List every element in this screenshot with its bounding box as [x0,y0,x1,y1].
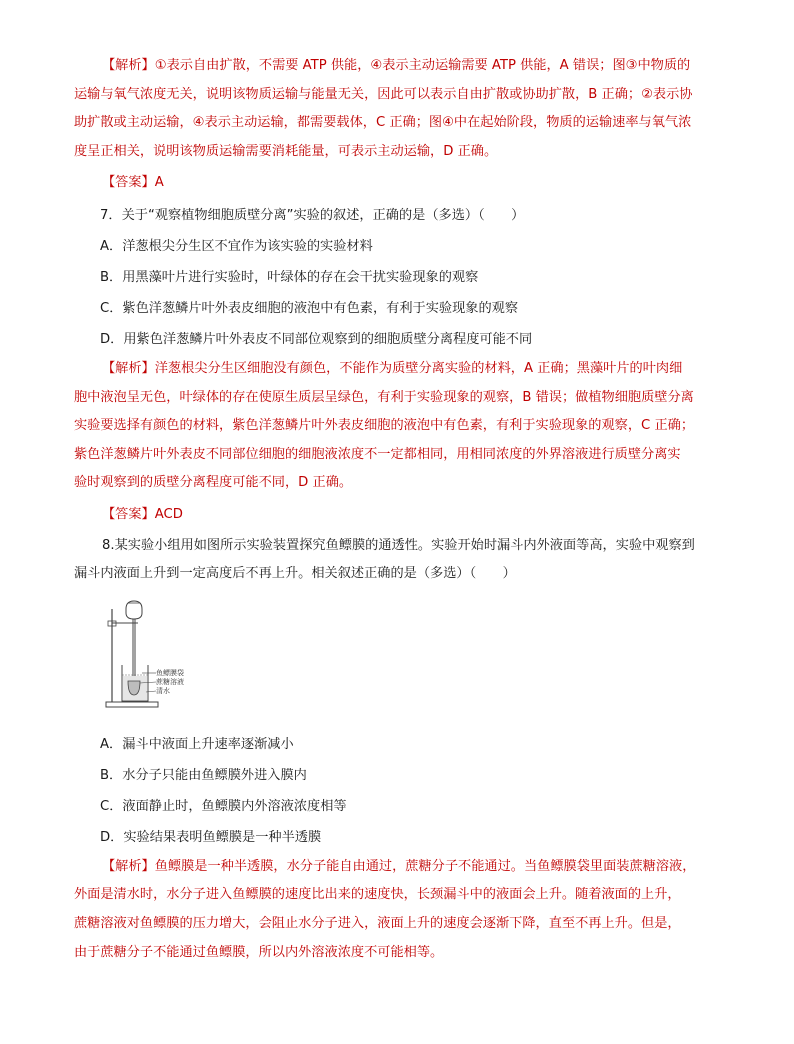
q8-option-d: D．实验结果表明鱼鳔膜是一种半透膜 [100,829,322,845]
q6-analysis-line-3: 助扩散或主动运输，④表示主动运输，都需要载体，C 正确；图④中在起始阶段，物质的运输速率与氧气浓 [74,115,692,131]
answer-tag: 【答案】 [102,175,155,191]
q7-option-b: B．用黑藻叶片进行实验时，叶绿体的存在会干扰实验现象的观察 [100,269,479,285]
q7-stem: 7．关于“观察植物细胞质壁分离”实验的叙述，正确的是（多选）（ ） [100,207,525,223]
q8-analysis [74,853,728,967]
q6-answer-value: A [154,175,164,191]
q6-analysis-line-2: 运输与氧气浓度无关，说明该物质运输与能量无关，因此可以表示自由扩散或协助扩散，B 正确；②表示协 [74,86,693,102]
q7-answer [74,501,728,530]
q8-stem-line-1: 8.某实验小组用如图所示实验装置探究鱼鳔膜的通透性。实验开始时漏斗内外液面等高，实验中观察到 [102,537,695,553]
q8-option-c: C．液面静止时，鱼鳔膜内外溶液浓度相等 [100,798,347,814]
q8-analysis-line-2: 外面是清水时，水分子进入鱼鳔膜的速度比出来的速度快，长颈漏斗中的液面会上升。随着液面的上升， [74,887,681,903]
experiment-apparatus-figure [104,597,264,715]
q7-option-a: A．洋葱根尖分生区不宜作为该实验的实验材料 [100,238,373,254]
q7-option-d: D．用紫色洋葱鳞片叶外表皮不同部位观察到的细胞质壁分离程度可能不同 [100,331,533,347]
q7-answer-value: ACD [154,506,183,522]
answer-tag: 【答案】 [102,506,155,522]
q6-analysis-line-4: 度呈正相关，说明该物质运输需要消耗能量，可表示主动运输，D 正确。 [74,143,498,159]
apparatus-drawing [104,597,264,715]
q8-analysis-line-4: 由于蔗糖分子不能通过鱼鳔膜，所以内外溶液浓度不可能相等。 [74,944,444,960]
q6-analysis [74,52,728,166]
document-page [74,52,728,967]
label-clear-water: 清水 [156,686,170,695]
analysis-tag: 【解析】 [102,858,155,874]
label-sucrose-solution: 蔗糖溶液 [156,677,184,686]
q8-analysis-line-3: 蔗糖溶液对鱼鳔膜的压力增大，会阻止水分子进入，液面上升的速度会逐渐下降，直至不再上升。但是， [74,915,681,931]
q6-answer [74,169,728,198]
q7-analysis-line-3: 实验要选择有颜色的材料，紫色洋葱鳞片叶外表皮细胞的液泡中有色素，有利于实验现象的观察，C 正确； [74,418,695,434]
analysis-tag: 【解析】 [102,360,155,376]
q7-analysis-line-4: 紫色洋葱鳞片叶外表皮不同部位细胞的细胞液浓度不一定都相同，用相同浓度的外界溶液进行质壁分离实 [74,446,681,462]
q7-analysis-line-5: 验时观察到的质壁分离程度可能不同，D 正确。 [74,475,353,491]
q7-analysis [74,355,728,498]
q8-option-a: A．漏斗中液面上升速率逐渐减小 [100,736,294,752]
q8-stem [74,532,728,589]
analysis-tag: 【解析】 [102,58,155,73]
q8-option-b: B．水分子只能由鱼鳔膜外进入膜内 [100,767,307,783]
q8-stem-line-2: 漏斗内液面上升到一定高度后不再上升。相关叙述正确的是（多选）（ ） [74,566,516,582]
label-membrane-bag: 鱼鳔膜袋 [156,668,184,677]
q7-analysis-line-1: 洋葱根尖分生区细胞没有颜色，不能作为质壁分离实验的材料，A 正确；黑藻叶片的叶肉细 [154,360,683,376]
q7-option-c: C．紫色洋葱鳞片叶外表皮细胞的液泡中有色素，有利于实验现象的观察 [100,300,519,316]
q6-analysis-line-1: ①表示自由扩散，不需要 ATP 供能，④表示主动运输需要 ATP 供能，A 错误；图③中物质的 [154,58,691,73]
q7-analysis-line-2: 胞中液泡呈无色，叶绿体的存在使原生质层呈绿色，有利于实验现象的观察，B 错误；做植物细胞质壁分离 [74,389,694,405]
q8-analysis-line-1: 鱼鳔膜是一种半透膜，水分子能自由通过，蔗糖分子不能通过。当鱼鳔膜袋里面装蔗糖溶液， [154,858,696,874]
